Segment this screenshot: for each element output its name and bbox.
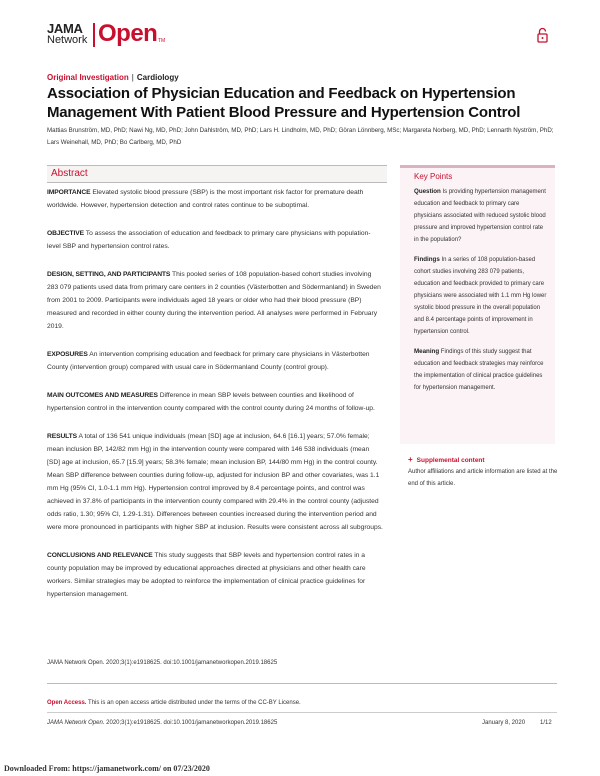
section-label: OBJECTIVE [47,230,85,237]
abstract-results [47,430,383,534]
footer-divider [47,712,557,713]
section-label: EXPOSURES [47,351,88,358]
plus-icon: + [408,455,413,464]
abstract-outcomes [47,389,383,415]
author-list: Mattias Brunström, MD, PhD; Nawi Ng, MD, PhD; John Dahlström, MD, PhD; Lars H. Lindholm, MD, PhD; Göran Lönnberg, MSc; Margareta Norberg, MD, PhD; Lennarth Nyström, PhD; Lars Weinehall, MD, PhD; Bo Carlberg, MD, PhD [47,127,554,146]
article-title: Association of Physician Education and Feedback on Hypertension Management With Patient Blood Pressure and Hypertension Control [47,85,521,121]
section-label: IMPORTANCE [47,189,91,196]
footer-page-number: 1/12 [540,720,552,726]
lock-icon [537,27,548,48]
abstract-header [47,165,387,183]
key-point-text: In a series of 108 population-based cohort studies involving 283 079 patients, education and feedback provided to primary care physicians were associated with 1.1 mm Hg lower systolic blood pressure in the overall population and 8.4 percentage points of improvement in hypertension control. [414,257,547,335]
supplemental-label: Supplemental content [416,457,485,464]
section-text: Elevated systolic blood pressure (SBP) is the most important risk factor for premature death worldwide. However, hypertension detection and control rates continue to be suboptimal. [47,189,364,209]
key-point-label: Meaning [414,348,440,355]
open-access-note [47,700,301,706]
download-stamp: Downloaded From: https://jamanetwork.com/ on 07/23/2020 [4,764,210,773]
key-point-text: Findings of this study suggest that education and feedback strategies may reinforce the implementation of clinical practice guidelines for hypertension management. [414,349,544,391]
key-point-question [414,186,549,246]
section-label: RESULTS [47,433,78,440]
key-points-box [400,165,555,444]
section-text: To assess the association of education and feedback to primary care physicians with population-level SBP and hypertension control rates. [47,230,371,250]
logo-open: Open [98,20,158,47]
affiliations-note: Author affiliations and article information are listed at the end of this article. [408,469,558,487]
key-point-label: Question [414,188,441,195]
key-point-label: Findings [414,256,440,263]
logo-network: Network [47,34,88,46]
footer-citation [47,720,277,726]
section-text: Difference in mean SBP levels between counties and likelihood of hypertension control in the intervention county compared with the control county during 24 months of follow-up. [47,392,375,412]
logo-jama: JAMA [47,21,83,36]
article-section [47,73,179,82]
open-access-text: This is an open access article distributed under the terms of the CC-BY License. [88,700,301,706]
footer-date: January 8, 2020 [482,720,526,726]
abstract-objective [47,227,383,253]
divider [47,683,557,684]
abstract-conclusions [47,549,383,601]
key-points-heading: Key Points [414,172,453,181]
section-label: MAIN OUTCOMES AND MEASURES [47,392,158,399]
supplemental-content-link[interactable] [408,455,485,464]
section-label: DESIGN, SETTING, AND PARTICIPANTS [47,271,171,278]
open-access-label[interactable]: Open Access. [47,700,87,706]
section-label: CONCLUSIONS AND RELEVANCE [47,552,153,559]
abstract-body [47,186,383,616]
article-type: Original Investigation [47,73,129,82]
key-point-text: Is providing hypertension management education and feedback to primary care physicians associated with reduced systolic blood pressure and improved hypertension control rate in the population? [414,189,546,243]
section-separator: | [131,73,134,82]
key-point-findings [414,254,549,338]
citation: JAMA Network Open. 2020;3(1):e1918625. doi:10.1001/jamanetworkopen.2019.18625 [47,660,278,666]
key-point-meaning [414,346,549,394]
abstract-design [47,268,383,333]
logo-divider [93,23,95,47]
logo-trademark: TM [158,38,166,44]
abstract-exposures [47,348,383,374]
abstract-importance [47,186,383,212]
abstract-heading: Abstract [51,168,88,179]
section-text: This pooled series of 108 population-based cohort studies involving 283 079 patients used data from primary care centers in 2 counties (Västerbotten and Södermanland) in Sweden from 2001 to 2009. Participants were individuals aged 18 years or older who had their blood pressure (BP) measured and recorded in either county during the intervention period. All analyses were performed in February 2019. [47,271,381,330]
section-text: An intervention comprising education and feedback for primary care physicians in Västerbotten County (intervention group) compared with usual care in Södermanland County (control group). [47,351,370,371]
key-points-body [414,186,549,402]
article-category: Cardiology [136,73,179,82]
section-text: A total of 136 541 unique individuals (mean [SD] age at inclusion, 64.6 [16.1] years; 57.0% female; mean inclusion BP, 142/82 mm Hg) in the intervention county were compared with 146 538 individuals (mean [SD] age at inclusion, 65.7 [15.9] years; 58.3% female; mean inclusion BP, 144/80 mm Hg) in the control county. Mean SBP difference between counties during follow-up, adjusted for inclusion BP and other covariates, was 1.1 mm Hg (95% CI, 1.0-1.1 mm Hg). Hypertension control improved by 8.4 percentage points, and control was achieved in 37.8% of participants in the intervention county compared with 29.4% in the control county (adjusted odds ratio, 1.30; 95% CI, 1.29-1.31). Differences between counties increased during the intervention period and were more pronounced in participants with higher SBP at inclusion. Results were consistent across all subgroups. [47,433,383,531]
footer-ref: 2020;3(1):e1918625. doi:10.1001/jamanetworkopen.2019.18625 [106,720,278,726]
section-text: This study suggests that SBP levels and hypertension control rates in a county population may be improved by educational approaches directed at physicians and other health care workers. Similar strategies may be adopted to reinforce the implementation of clinical practice guidelines for hypertension management. [47,552,366,598]
footer-journal: JAMA Network Open. [47,720,105,726]
